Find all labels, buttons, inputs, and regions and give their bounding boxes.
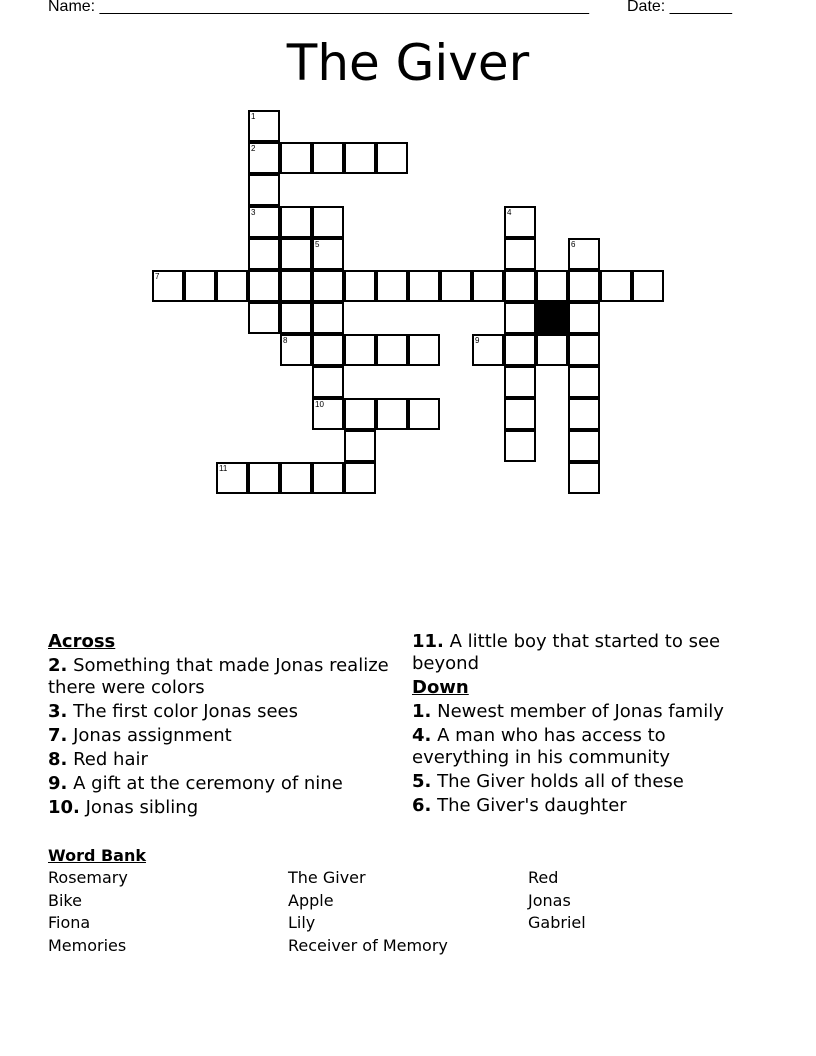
- word-bank-item: The Giver: [288, 868, 366, 887]
- crossword-cell[interactable]: [376, 398, 408, 430]
- crossword-cell[interactable]: [312, 270, 344, 302]
- crossword-cell[interactable]: [568, 462, 600, 494]
- clues-column-right: [412, 629, 757, 817]
- word-bank-item: Lily: [288, 913, 316, 932]
- clue-number: 4.: [412, 725, 432, 746]
- word-bank-item: Gabriel: [528, 913, 586, 932]
- clue-number-label: 1: [251, 112, 256, 121]
- crossword-cell[interactable]: [504, 334, 536, 366]
- clue-number: 6.: [412, 795, 432, 816]
- crossword-cell[interactable]: [408, 334, 440, 366]
- clue-number: 11.: [412, 631, 444, 652]
- clue-number-label: 7: [155, 272, 160, 281]
- clue-number: 7.: [48, 725, 68, 746]
- crossword-cell[interactable]: [568, 238, 600, 270]
- crossword-cell[interactable]: [184, 270, 216, 302]
- clue-number-label: 6: [571, 240, 576, 249]
- crossword-cell[interactable]: [312, 398, 344, 430]
- crossword-cell[interactable]: [504, 206, 536, 238]
- name-field-label: Name: _______________________________________________________: [48, 0, 589, 15]
- crossword-cell[interactable]: [344, 334, 376, 366]
- crossword-cell[interactable]: [344, 462, 376, 494]
- clue-text: The Giver's daughter: [437, 795, 627, 816]
- down-heading: Down: [412, 677, 469, 698]
- crossword-cell[interactable]: [408, 270, 440, 302]
- crossword-cell[interactable]: [568, 334, 600, 366]
- crossword-cell[interactable]: [536, 270, 568, 302]
- crossword-cell[interactable]: [568, 302, 600, 334]
- crossword-cell[interactable]: [536, 334, 568, 366]
- crossword-cell[interactable]: [472, 334, 504, 366]
- clue-number-label: 8: [283, 336, 288, 345]
- clue-text: Newest member of Jonas family: [437, 701, 724, 722]
- clue-number: 5.: [412, 771, 432, 792]
- clue-text: Red hair: [73, 749, 148, 770]
- clue-across-7: [48, 725, 393, 747]
- clue-number: 9.: [48, 773, 68, 794]
- crossword-cell[interactable]: [312, 302, 344, 334]
- word-bank-item: Red: [528, 868, 559, 887]
- clue-text: Jonas sibling: [85, 797, 199, 818]
- word-bank-item: Rosemary: [48, 868, 128, 887]
- crossword-cell[interactable]: [344, 142, 376, 174]
- clue-number-label: 11: [219, 464, 228, 473]
- word-bank-item: Bike: [48, 891, 82, 910]
- crossword-cell[interactable]: [280, 462, 312, 494]
- crossword-cell[interactable]: [312, 238, 344, 270]
- clue-text: A man who has access to everything in his community: [412, 725, 671, 768]
- crossword-cell[interactable]: [504, 238, 536, 270]
- crossword-cell[interactable]: [504, 366, 536, 398]
- crossword-cell[interactable]: [216, 270, 248, 302]
- crossword-cell[interactable]: [248, 302, 280, 334]
- clue-number: 1.: [412, 701, 432, 722]
- crossword-cell[interactable]: [632, 270, 664, 302]
- crossword-cell[interactable]: [504, 302, 536, 334]
- crossword-cell[interactable]: [152, 270, 184, 302]
- crossword-cell[interactable]: [248, 142, 280, 174]
- word-bank-title: Word Bank: [48, 846, 147, 865]
- clues-column-left: [48, 629, 393, 819]
- crossword-cell[interactable]: [248, 110, 280, 142]
- crossword-cell[interactable]: [376, 142, 408, 174]
- crossword-cell[interactable]: [248, 462, 280, 494]
- crossword-cell[interactable]: [504, 398, 536, 430]
- crossword-cell[interactable]: [280, 302, 312, 334]
- clue-down-1: [412, 701, 757, 723]
- clue-number: 10.: [48, 797, 80, 818]
- clue-across-2: [48, 655, 393, 699]
- crossword-cell[interactable]: [216, 462, 248, 494]
- clue-number-label: 2: [251, 144, 256, 153]
- clue-across-8: [48, 749, 393, 771]
- crossword-cell[interactable]: [280, 206, 312, 238]
- clue-text: A gift at the ceremony of nine: [73, 773, 343, 794]
- word-bank-item: Apple: [288, 891, 334, 910]
- crossword-cell[interactable]: [408, 398, 440, 430]
- clue-down-5: [412, 771, 757, 793]
- crossword-cell[interactable]: [376, 270, 408, 302]
- clue-down-4: [412, 725, 757, 769]
- clue-number-label: 3: [251, 208, 256, 217]
- crossword-cell[interactable]: [280, 270, 312, 302]
- crossword-cell[interactable]: [280, 142, 312, 174]
- crossword-cell[interactable]: [312, 462, 344, 494]
- clue-text: Jonas assignment: [73, 725, 232, 746]
- crossword-cell[interactable]: [568, 366, 600, 398]
- crossword-cell[interactable]: [312, 206, 344, 238]
- clue-number-label: 9: [475, 336, 480, 345]
- clue-across-9: [48, 773, 393, 795]
- word-bank-item: Fiona: [48, 913, 91, 932]
- crossword-cell[interactable]: [344, 270, 376, 302]
- crossword-cell[interactable]: [280, 334, 312, 366]
- clue-number-label: 10: [315, 400, 324, 409]
- crossword-cell[interactable]: [504, 430, 536, 462]
- crossword-cell[interactable]: [312, 334, 344, 366]
- date-field-label: Date: _______: [627, 0, 732, 15]
- clue-text: A little boy that started to see beyond: [412, 631, 721, 674]
- crossword-black-cell: [536, 302, 568, 334]
- clue-number: 8.: [48, 749, 68, 770]
- clue-number-label: 5: [315, 240, 320, 249]
- clue-text: The Giver holds all of these: [437, 771, 684, 792]
- crossword-cell[interactable]: [248, 174, 280, 206]
- word-bank-item: Receiver of Memory: [288, 936, 448, 955]
- crossword-grid: [0, 0, 816, 520]
- crossword-cell[interactable]: [248, 238, 280, 270]
- clue-text: Something that made Jonas realize there were colors: [48, 655, 389, 698]
- clue-number: 2.: [48, 655, 68, 676]
- crossword-cell[interactable]: [472, 270, 504, 302]
- crossword-cell[interactable]: [376, 334, 408, 366]
- crossword-cell[interactable]: [248, 206, 280, 238]
- crossword-cell[interactable]: [280, 238, 312, 270]
- clue-across-10: [48, 797, 393, 819]
- clue-down-6: [412, 795, 757, 817]
- puzzle-title: The Giver: [286, 34, 530, 92]
- crossword-cell[interactable]: [504, 270, 536, 302]
- crossword-cell[interactable]: [568, 270, 600, 302]
- clue-text: The first color Jonas sees: [73, 701, 299, 722]
- clue-number-label: 4: [507, 208, 512, 217]
- word-bank-item: Jonas: [528, 891, 571, 910]
- clue-across-11: [412, 631, 757, 675]
- crossword-cell[interactable]: [568, 430, 600, 462]
- clue-across-3: [48, 701, 393, 723]
- crossword-cell[interactable]: [568, 398, 600, 430]
- crossword-cell[interactable]: [312, 366, 344, 398]
- crossword-cell[interactable]: [600, 270, 632, 302]
- word-bank-item: Memories: [48, 936, 127, 955]
- clue-number: 3.: [48, 701, 68, 722]
- crossword-cell[interactable]: [344, 430, 376, 462]
- crossword-cell[interactable]: [440, 270, 472, 302]
- crossword-cell[interactable]: [344, 398, 376, 430]
- crossword-cell[interactable]: [312, 142, 344, 174]
- across-heading: Across: [48, 631, 116, 652]
- crossword-cell[interactable]: [248, 270, 280, 302]
